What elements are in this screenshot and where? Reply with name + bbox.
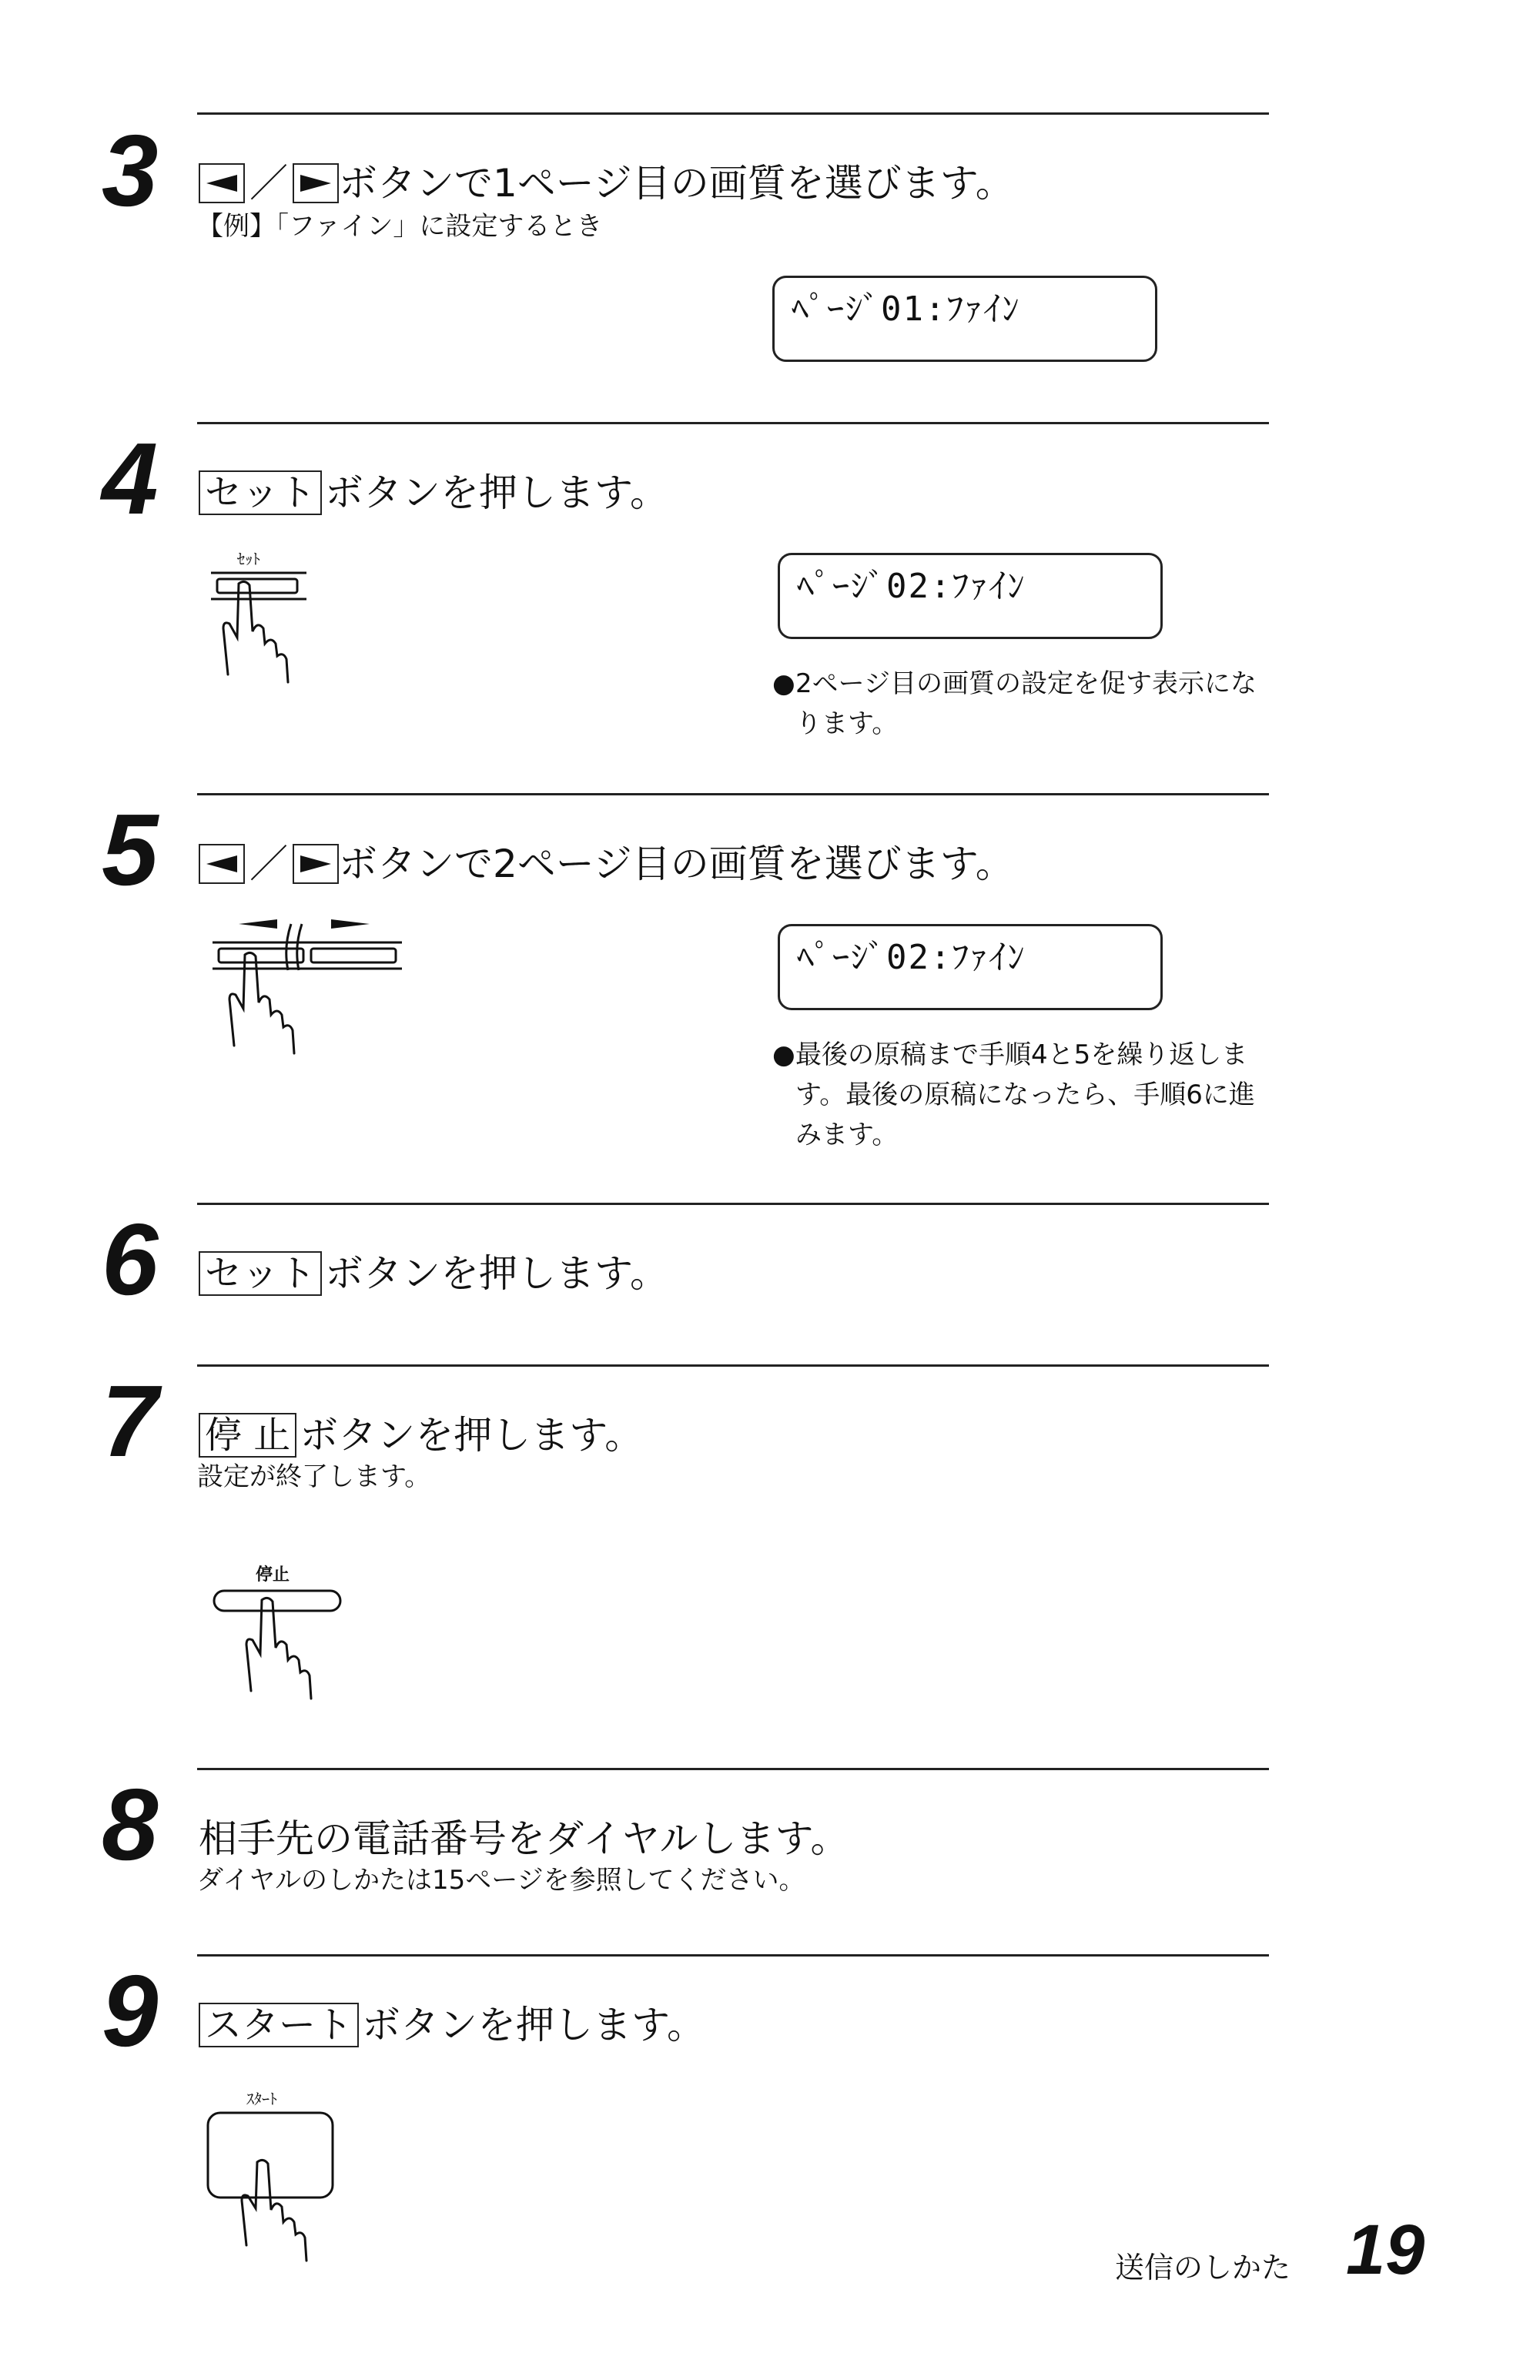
step-4-text: ボタンを押します。 [325, 470, 669, 515]
bullet-icon: ● [772, 668, 795, 699]
separator: ／ [249, 161, 288, 206]
separator: ／ [249, 842, 288, 886]
step-5-text: ボタンで2ページ目の画質を選びます。 [339, 842, 1014, 886]
lcd-display-step-5 [778, 924, 1163, 1010]
step-5-number: 5 [102, 793, 159, 906]
finger-press-icon [202, 2108, 348, 2262]
step-8-rule [197, 1768, 1269, 1770]
lcd-text: ﾍﾟｰｼﾞ02:ﾌｧｲﾝ [797, 938, 1026, 977]
step-9-rule [197, 1954, 1269, 1957]
step-7-subtext: 設定が終了します。 [197, 1461, 431, 1492]
left-arrow-key-icon [199, 844, 245, 884]
step-9-number: 9 [102, 1954, 159, 2067]
step-5-note [772, 1035, 1281, 1155]
step-8-subtext: ダイヤルのしかたは15ページを参照してください。 [197, 1865, 805, 1896]
step-7-number: 7 [102, 1364, 159, 1478]
step-7-rule [197, 1364, 1269, 1367]
set-button-label: ｾｯﾄ [237, 550, 260, 568]
step-6-text: ボタンを押します。 [325, 1251, 669, 1296]
step-4-note [772, 664, 1281, 744]
section-title-footer: 送信のしかた [1115, 2251, 1291, 2285]
step-4-heading [199, 468, 668, 517]
start-button-label: ｽﾀｰﾄ [246, 2090, 277, 2108]
stop-button-illustration [209, 1562, 348, 1708]
finger-press-icon [209, 1586, 348, 1717]
step-3-subtext: 【例】「ファイン」に設定するとき [197, 211, 603, 242]
step-6-rule [197, 1203, 1269, 1205]
stop-key-label: 停 止 [199, 1413, 296, 1458]
step-3-text: ボタンで1ページ目の画質を選びます。 [339, 161, 1014, 206]
left-arrow-key-icon [199, 163, 245, 203]
set-key-label: セット [199, 470, 322, 515]
step-7-heading [199, 1411, 643, 1460]
start-button-illustration [202, 2087, 348, 2264]
step-8-text: 相手先の電話番号をダイヤルします。 [199, 1816, 849, 1861]
lcd-display-step-3 [772, 276, 1157, 362]
start-key-label: スタート [199, 2003, 359, 2047]
stop-button-label: 停止 [256, 1565, 290, 1585]
step-8-heading [199, 1814, 849, 1863]
step-4-note-text: 2ページ目の画質の設定を促す表示になります。 [795, 668, 1257, 739]
step-5-heading [199, 839, 1014, 889]
step-6-number: 6 [102, 1203, 159, 1316]
bullet-icon: ● [772, 1039, 795, 1070]
step-9-heading [199, 2000, 705, 2050]
step-3-number: 3 [102, 114, 159, 227]
step-3-rule [197, 112, 1269, 115]
step-4-rule [197, 422, 1269, 424]
set-button-illustration [206, 547, 314, 693]
step-8-number: 8 [102, 1768, 159, 1881]
page-number: 19 [1346, 2211, 1425, 2289]
finger-press-icon [208, 916, 416, 1063]
step-9-text: ボタンを押します。 [362, 2003, 706, 2047]
right-arrow-key-icon [293, 163, 339, 203]
step-5-rule [197, 793, 1269, 795]
step-7-text: ボタンを押します。 [300, 1413, 644, 1458]
lcd-display-step-4 [778, 553, 1163, 639]
step-6-heading [199, 1249, 668, 1298]
step-3-heading [199, 159, 1014, 208]
arrow-buttons-illustration [208, 916, 416, 1063]
set-key-label: セット [199, 1251, 322, 1296]
step-4-number: 4 [102, 422, 159, 535]
lcd-text: ﾍﾟｰｼﾞ01:ﾌｧｲﾝ [792, 290, 1021, 329]
right-arrow-key-icon [293, 844, 339, 884]
lcd-text: ﾍﾟｰｼﾞ02:ﾌｧｲﾝ [797, 567, 1026, 606]
finger-press-icon [206, 567, 314, 705]
step-5-note-text: 最後の原稿まで手順4と5を繰り返します。最後の原稿になったら、手順6に進みます。 [795, 1039, 1255, 1150]
